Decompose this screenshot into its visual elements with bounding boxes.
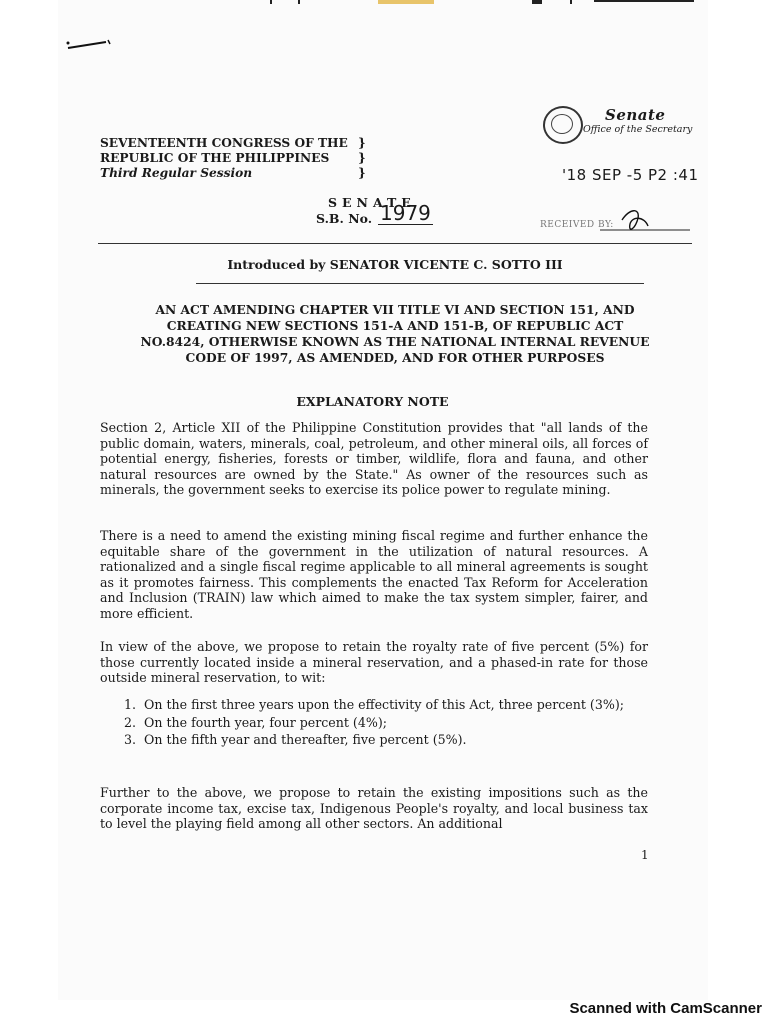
act-title-line: CODE OF 1997, AS AMENDED, AND FOR OTHER PURPOSES: [185, 350, 605, 365]
session-label: Third Regular Session: [100, 166, 253, 180]
list-item-text: On the first three years upon the effectivity of this Act, three percent (3%);: [144, 697, 624, 712]
list-item-text: On the fifth year and thereafter, five percent (5%).: [144, 732, 467, 747]
received-by-label: RECEIVED BY:: [540, 220, 614, 230]
act-title: [100, 302, 690, 366]
introduced-rule: [196, 283, 644, 284]
camscanner-watermark: Scanned with CamScanner: [569, 1000, 762, 1017]
paragraph-fiscal-regime: There is a need to amend the existing mining fiscal regime and further enhance the equitable share of the government in the utilization of natural resources. A rationalized and a single fiscal regime applicable to all mineral agreements is sought as it promotes fairness. This complements the enacted Tax Reform for Acceleration and Inclusion (TRAIN) law which aimed to make the tax system simpler, fairer, and more efficient.: [100, 528, 648, 621]
act-title-line: CREATING NEW SECTIONS 151-A AND 151-B, OF REPUBLIC ACT: [166, 318, 624, 333]
introduced-by: Introduced by SENATOR VICENTE C. SOTTO III: [227, 257, 563, 272]
congress-line-2: REPUBLIC OF THE PHILIPPINES: [100, 151, 330, 165]
senate-label: SENATE: [328, 195, 416, 210]
sb-label: S.B. No.: [316, 211, 373, 226]
congress-line-1: SEVENTEENTH CONGRESS OF THE: [100, 136, 348, 150]
senate-seal-icon: [543, 106, 583, 144]
stamp-office: Office of the Secretary: [583, 124, 693, 135]
scan-edge-marks: [270, 0, 700, 6]
pen-mark: [66, 38, 112, 50]
act-title-line: AN ACT AMENDING CHAPTER VII TITLE VI AND SECTION 151, AND: [155, 302, 635, 317]
list-item-number: 1.: [124, 697, 137, 712]
list-item: [124, 732, 648, 748]
header-braces: } } }: [358, 136, 366, 180]
paragraph-impositions: Further to the above, we propose to retain the existing impositions such as the corporate income tax, excise tax, Indigenous People's royalty, and local business tax to level the playing field among all other sectors. An additional: [100, 785, 648, 831]
paragraph-royalty-rate: In view of the above, we propose to retain the royalty rate of five percent (5%) for those currently located inside a mineral reservation, and a phased-in rate for those outside mineral reservation, to wit:: [100, 639, 648, 685]
act-title-line: NO.8424, OTHERWISE KNOWN AS THE NATIONAL INTERNAL REVENUE: [140, 334, 650, 349]
list-item-number: 3.: [124, 732, 137, 747]
royalty-rate-list: [124, 697, 648, 750]
sb-number: 1979: [380, 201, 431, 225]
list-item: [124, 697, 648, 713]
received-signature: [600, 206, 690, 236]
page-number: 1: [641, 848, 649, 862]
list-item: [124, 715, 648, 731]
received-date-stamp: '18 SEP -5 P2 :41: [562, 166, 699, 184]
stamp-title: Senate: [605, 106, 666, 124]
list-item-text: On the fourth year, four percent (4%);: [144, 714, 387, 730]
header-rule: [98, 243, 692, 244]
explanatory-note-heading: EXPLANATORY NOTE: [296, 394, 449, 409]
congress-header: [100, 136, 366, 181]
senate-stamp: [543, 106, 693, 146]
list-item-number: 2.: [124, 714, 137, 730]
paragraph-constitution: Section 2, Article XII of the Philippine Constitution provides that "all lands of the public domain, waters, minerals, coal, petroleum, and other mineral oils, all forces of potential energy, fisheries, forests or timber, wildlife, flora and fauna, and other natural resources are owned by the State." As owner of the resources such as minerals, the government seeks to exercise its police power to regulate mining.: [100, 420, 648, 497]
